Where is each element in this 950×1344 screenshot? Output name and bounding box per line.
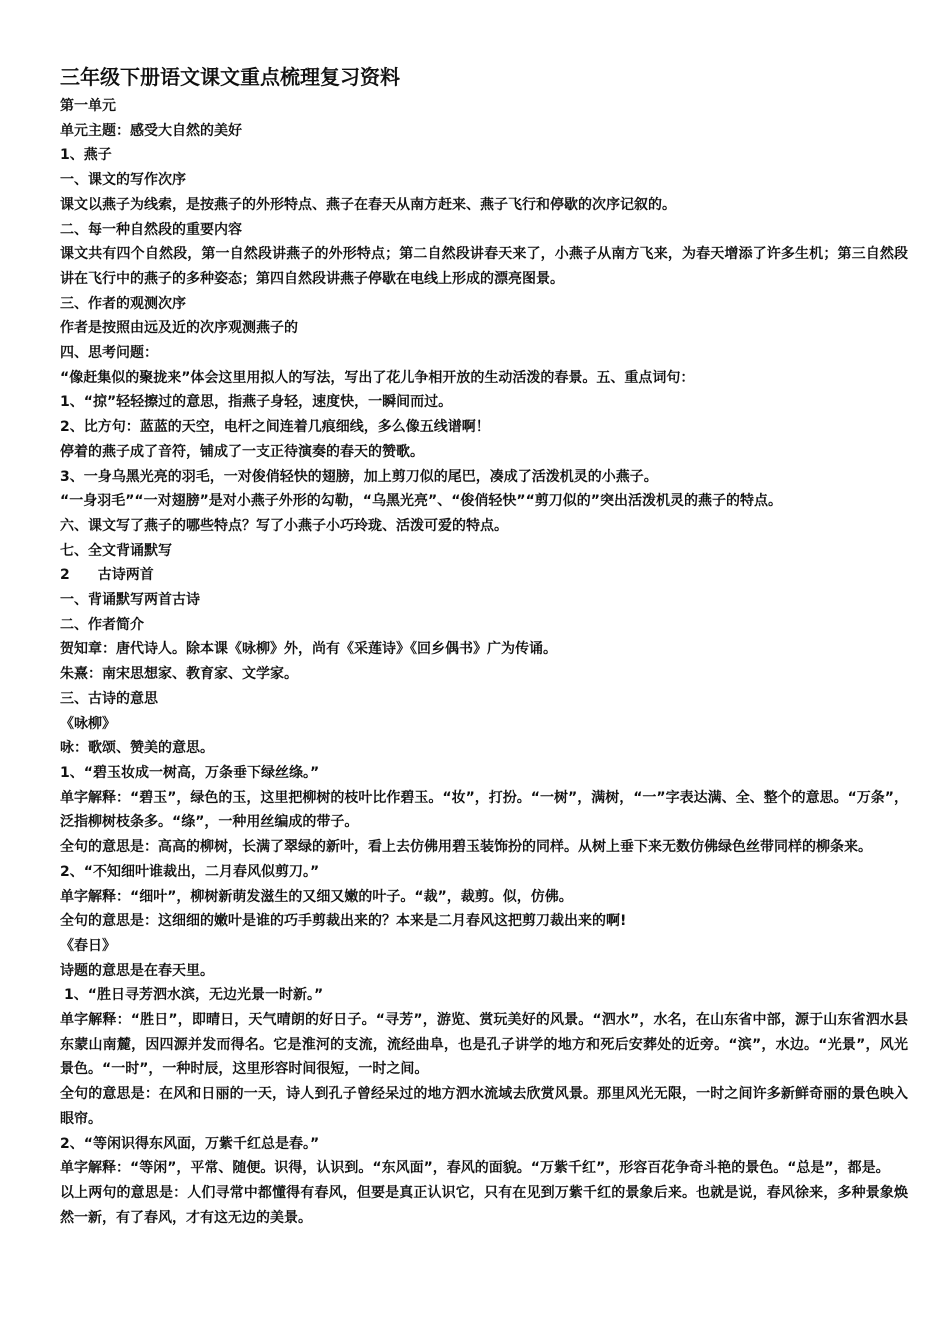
section-heading: 四、思考问题：	[60, 345, 158, 362]
poem-line: 2、“不知细叶谁裁出，二月春风似剪刀。”	[60, 863, 320, 880]
poem-title: 《咏柳》	[60, 715, 116, 732]
section-heading: 七、全文背诵默写	[60, 542, 172, 559]
paragraph: 咏：歌颂、赞美的意思。	[60, 740, 214, 757]
section-heading: 三、古诗的意思	[60, 690, 158, 707]
paragraph: 课文共有四个自然段，第一自然段讲燕子的外形特点；第二自然段讲春天来了，小燕子从南方飞来，为春天增添了许多生机；第三自然段讲在飞行中的燕子的多种姿态；第四自然段讲燕子停歇在电线上形成的漂亮图景。	[60, 246, 908, 287]
unit-theme: 单元主题：感受大自然的美好	[60, 122, 242, 139]
paragraph: 朱熹：南宋思想家、教育家、文学家。	[60, 666, 298, 683]
section-heading: 一、课文的写作次序	[60, 172, 186, 189]
poem-line: 1、“胜日寻芳泗水滨，无边光景一时新。”	[64, 987, 324, 1004]
paragraph: 全句的意思是：这细细的嫩叶是谁的巧手剪裁出来的？本来是二月春风这把剪刀裁出来的啊!	[60, 913, 627, 930]
paragraph: 停着的燕子成了音符，铺成了一支正待演奏的春天的赞歌。	[60, 443, 424, 460]
paragraph: 2、比方句：蓝蓝的天空，电杆之间连着几痕细线，多么像五线谱啊！	[60, 419, 490, 436]
paragraph: 全句的意思是：在风和日丽的一天，诗人到孔子曾经呆过的地方泗水流域去欣赏风景。那里风光无限，一时之间许多新鲜奇丽的景色映入眼帘。	[60, 1086, 908, 1127]
section-heading: 二、每一种自然段的重要内容	[60, 221, 242, 238]
paragraph: 贺知章：唐代诗人。除本课《咏柳》外，尚有《采莲诗》《回乡偶书》广为传诵。	[60, 641, 557, 658]
paragraph: 作者是按照由远及近的次序观测燕子的	[60, 320, 298, 337]
paragraph: 全句的意思是：高高的柳树，长满了翠绿的新叶，看上去仿佛用碧玉装饰扮的同样。从树上垂下来无数仿佛绿色丝带同样的柳条来。	[60, 839, 872, 856]
paragraph: 3、一身乌黑光亮的羽毛，一对俊俏轻快的翅膀，加上剪刀似的尾巴，凑成了活泼机灵的小燕子。	[60, 468, 658, 485]
poem-line: 1、“碧玉妆成一树高，万条垂下绿丝绦。”	[60, 764, 320, 781]
paragraph: 诗题的意思是在春天里。	[60, 962, 214, 979]
document-page	[60, 60, 908, 1230]
paragraph: 以上两句的意思是：人们寻常中都懂得有春风，但要是真正认识它，只有在见到万紫千红的景象后来。也就是说，春风徐来，多种景象焕然一新，有了春风，才有这无边的美景。	[60, 1184, 908, 1226]
paragraph: “一身羽毛”“一对翅膀”是对小燕子外形的勾勒，“乌黑光亮”、“俊俏轻快”“剪刀似的”突出活泼机灵的燕子的特点。	[60, 493, 783, 510]
paragraph: “像赶集似的聚拢来”体会这里用拟人的写法，写出了花儿争相开放的生动活泼的春景。五、重点词句：	[60, 369, 695, 386]
lesson-heading: 1、燕子	[60, 147, 112, 164]
section-heading: 三、作者的观测次序	[60, 295, 186, 312]
unit-heading: 第一单元	[60, 98, 116, 114]
poem-line: 2、“等闲识得东风面，万紫千红总是春。”	[60, 1135, 320, 1152]
section-heading: 二、作者简介	[60, 616, 144, 633]
paragraph: 单字解释：“碧玉”，绿色的玉，这里把柳树的枝叶比作碧玉。“妆”，打扮。“一树”，满树，“一”字表达满、全、整个的意思。“万条”，泛指柳树枝条多。“绦”，一种用丝编成的带子。	[60, 789, 909, 831]
document-title: 三年级下册语文课文重点梳理复习资料	[60, 65, 400, 89]
section-heading: 一、背诵默写两首古诗	[60, 592, 200, 609]
paragraph: 单字解释：“细叶”，柳树新萌发滋生的又细又嫩的叶子。“裁”，裁剪。似，仿佛。	[60, 888, 573, 905]
lesson-heading: 2 古诗两首	[60, 567, 154, 584]
paragraph: 课文以燕子为线索，是按燕子的外形特点、燕子在春天从南方赶来、燕子飞行和停歇的次序记叙的。	[60, 196, 676, 213]
section-heading: 六、课文写了燕子的哪些特点？写了小燕子小巧玲珑、活泼可爱的特点。	[60, 517, 508, 534]
poem-title: 《春日》	[60, 937, 116, 954]
paragraph: 单字解释：“等闲”，平常、随便。识得，认识到。“东风面”，春风的面貌。“万紫千红”，形容百花争奇斗艳的景色。“总是”，都是。	[60, 1160, 890, 1177]
paragraph: 1、“掠”轻轻擦过的意思，指燕子身轻，速度快，一瞬间而过。	[60, 394, 453, 411]
paragraph: 单字解释：“胜日”，即晴日，天气晴朗的好日子。“寻芳”，游览、赏玩美好的风景。“泗水”，水名，在山东省中部，源于山东省泗水县东蒙山南麓，因四源并发而得名。它是淮河的支流，流经曲阜，也是孔子讲学的地方和死后安葬处的近旁。“滨”，水边。“光景”，风光景色。“一时”，一种时辰，这里形容时间很短，一时之间。	[60, 1012, 908, 1078]
